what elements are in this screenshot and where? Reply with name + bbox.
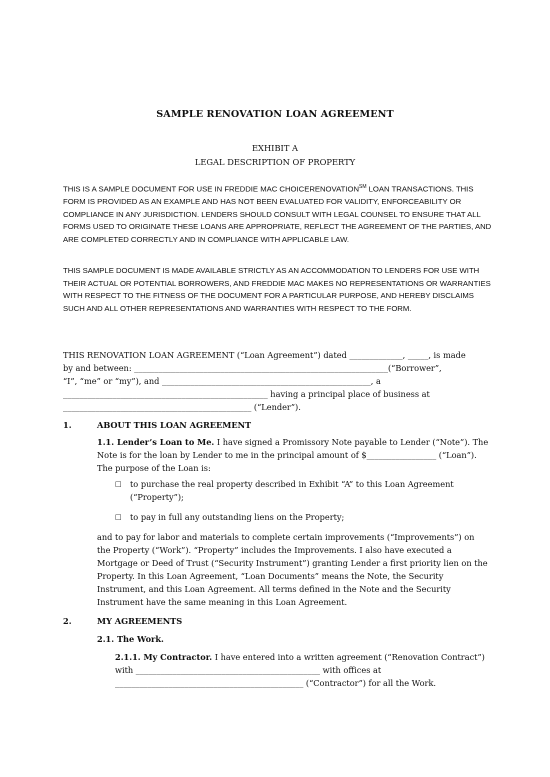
disclaimer-paragraph-1 bbox=[63, 181, 493, 247]
bullet-1-line-2: (“Property”); bbox=[130, 492, 184, 502]
s211-label: 2.1.1. My Contractor. bbox=[115, 652, 213, 662]
exhibit-subtitle: LEGAL DESCRIPTION OF PROPERTY bbox=[194, 157, 356, 167]
intro-line-5: ______________________________________________ (“Lender”). bbox=[63, 402, 301, 412]
s211-line-3: ______________________________________________ (“Contractor”) for all the Work. bbox=[115, 678, 437, 688]
checkbox-icon: □ bbox=[115, 480, 122, 488]
bullet-2-text: to pay in full any outstanding liens on the Property; bbox=[130, 512, 345, 522]
bullet-1-line-1: to purchase the real property described in Exhibit “A” to this Loan Agreement bbox=[130, 479, 454, 489]
cont-line-6: Instrument have the same meaning in this Loan Agreement. bbox=[97, 597, 348, 607]
s11-text-1: I have signed a Promissory Note payable to Lender (“Note”). The bbox=[214, 437, 489, 447]
section-1-title: ABOUT THIS LOAN AGREEMENT bbox=[97, 420, 252, 430]
checkbox-icon: □ bbox=[115, 513, 122, 521]
s21-heading: 2.1. The Work. bbox=[97, 634, 164, 644]
document-title: SAMPLE RENOVATION LOAN AGREEMENT bbox=[156, 109, 394, 120]
section-1-heading bbox=[63, 420, 251, 430]
disclaimer-1-text: THIS IS A SAMPLE DOCUMENT FOR USE IN FREDDIE MAC CHOICERENOVATION bbox=[63, 184, 360, 194]
intro-line-1: THIS RENOVATION LOAN AGREEMENT (“Loan Agreement”) dated _____________, _____, is made bbox=[63, 350, 466, 360]
cont-line-4: Property. In this Loan Agreement, “Loan Documents” means the Note, the Security bbox=[97, 571, 444, 581]
intro-line-2: by and between: ______________________________________________________________(“Borrower”, bbox=[63, 363, 442, 373]
intro-line-3: “I”, “me” or “my”), and ___________________________________________________, a bbox=[63, 376, 381, 386]
section-2-heading bbox=[63, 616, 182, 626]
s11-label: 1.1. Lender’s Loan to Me. bbox=[97, 437, 215, 447]
s211-line-1 bbox=[115, 651, 485, 664]
cont-line-3: Mortgage or Deed of Trust (“Security Instrument”) granting Lender a first priority lien on the bbox=[97, 558, 488, 568]
section-2-title: MY AGREEMENTS bbox=[97, 616, 183, 626]
section-1-number: 1. bbox=[63, 420, 72, 430]
s211-line-2: with _____________________________________________ with offices at bbox=[115, 665, 382, 675]
s211-text-1: I have entered into a written agreement (“Renovation Contract”) bbox=[212, 652, 485, 662]
cont-line-1: and to pay for labor and materials to complete certain improvements (“Improvements”) on bbox=[97, 532, 475, 542]
s11-line-2: Note is for the loan by Lender to me in the principal amount of $_________________ (“Loan”). bbox=[97, 450, 477, 460]
section-2-number: 2. bbox=[63, 616, 72, 626]
cont-line-2: the Property (“Work”). “Property” includes the Improvements. I also have executed a bbox=[97, 545, 452, 555]
disclaimer-paragraph-2: THIS SAMPLE DOCUMENT IS MADE AVAILABLE STRICTLY AS AN ACCOMMODATION TO LENDERS FOR USE WITH THEIR ACTUAL OR POTENTIAL BORROWERS, AND FREDDIE MAC MAKES NO REPRESENTATIONS OR WARRANTIES WITH RESPECT TO THE FITNESS OF THE DOCUMENT FOR A PARTICULAR PURPOSE, AND HEREBY DISCLAIMS SUCH AND ALL OTHER REPRESENTATIONS AND WARRANTIES WITH RESPECT TO THE FORM. bbox=[63, 266, 491, 313]
intro-line-4: __________________________________________________ having a principal place of business at bbox=[63, 389, 430, 399]
exhibit-heading: EXHIBIT A bbox=[251, 143, 298, 153]
s11-line-3: The purpose of the Loan is: bbox=[97, 463, 211, 473]
cont-line-5: Instrument, and this Loan Agreement. All terms defined in the Note and the Security bbox=[97, 584, 451, 594]
disclaimer-1-rest: LOAN TRANSACTIONS. THIS FORM IS PROVIDED AS AN EXAMPLE AND HAS NOT BEEN EVALUATED FOR VALIDITY, ENFORCEABILITY OR COMPLIANCE IN ANY JURISDICTION. LENDERS SHOULD CONSULT WITH LEGAL COUNSEL TO ENSURE THAT ALL FORMS USED TO ORIGINATE THESE LOANS ARE APPROPRIATE, REFLECT THE AGREEMENT OF THE PARTIES, AND ARE COMPLETED CORRECTLY AND IN COMPLIANCE WITH APPLICABLE LAW. bbox=[63, 184, 492, 244]
s11-line-1 bbox=[97, 436, 488, 449]
service-mark: SM bbox=[359, 184, 367, 190]
